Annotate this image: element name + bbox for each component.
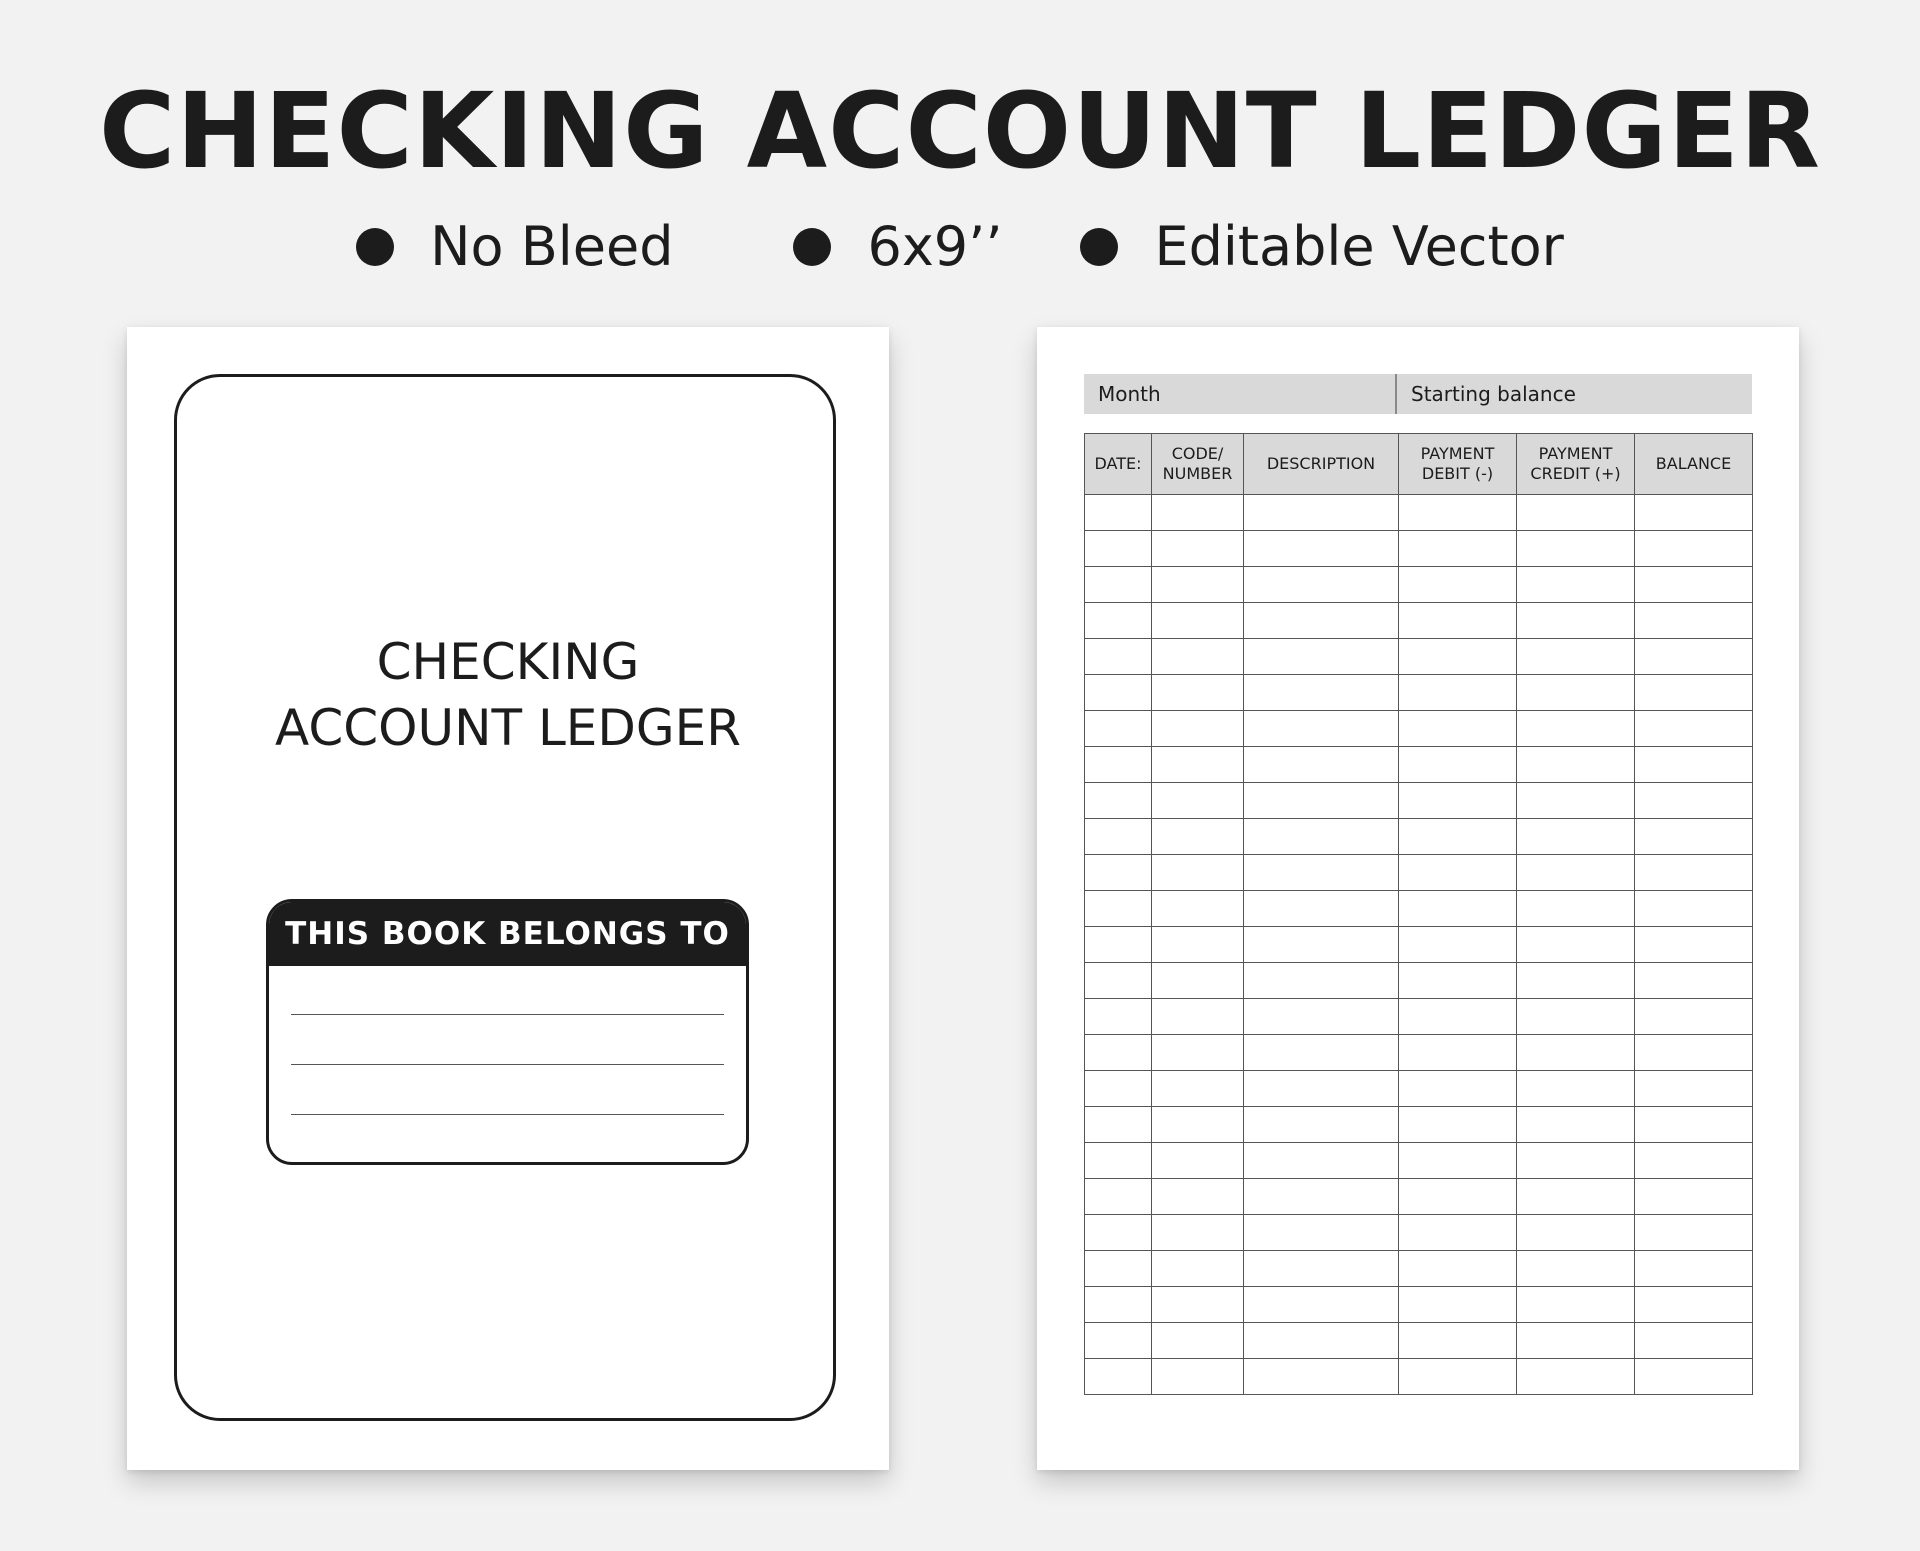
table-cell bbox=[1244, 891, 1399, 927]
table-cell bbox=[1635, 1215, 1753, 1251]
table-cell bbox=[1635, 567, 1753, 603]
table-cell bbox=[1635, 1107, 1753, 1143]
table-cell bbox=[1244, 1107, 1399, 1143]
table-cell bbox=[1635, 495, 1753, 531]
table-cell bbox=[1085, 891, 1152, 927]
table-cell bbox=[1517, 495, 1635, 531]
table-cell bbox=[1152, 603, 1244, 639]
table-cell bbox=[1085, 1287, 1152, 1323]
table-cell bbox=[1244, 747, 1399, 783]
table-cell bbox=[1085, 1071, 1152, 1107]
table-cell bbox=[1085, 1215, 1152, 1251]
table-row bbox=[1085, 711, 1753, 747]
table-row bbox=[1085, 999, 1753, 1035]
table-cell bbox=[1517, 567, 1635, 603]
table-cell bbox=[1085, 531, 1152, 567]
table-cell bbox=[1085, 1251, 1152, 1287]
table-row bbox=[1085, 567, 1753, 603]
table-cell bbox=[1399, 783, 1517, 819]
table-cell bbox=[1399, 1287, 1517, 1323]
table-row bbox=[1085, 855, 1753, 891]
table-cell bbox=[1399, 963, 1517, 999]
table-cell bbox=[1399, 1071, 1517, 1107]
feature-label: Editable Vector bbox=[1154, 215, 1564, 278]
starting-balance-field: Starting balance bbox=[1411, 382, 1576, 406]
table-row bbox=[1085, 1035, 1753, 1071]
table-cell bbox=[1517, 1215, 1635, 1251]
column-header: PAYMENT DEBIT (-) bbox=[1399, 434, 1517, 495]
table-cell bbox=[1244, 1035, 1399, 1071]
table-cell bbox=[1244, 1215, 1399, 1251]
table-cell bbox=[1517, 891, 1635, 927]
feature-label: 6x9’’ bbox=[867, 215, 1003, 278]
table-cell bbox=[1244, 819, 1399, 855]
table-row bbox=[1085, 675, 1753, 711]
ledger-summary-bar bbox=[1084, 374, 1752, 414]
table-cell bbox=[1517, 1287, 1635, 1323]
table-cell bbox=[1399, 1179, 1517, 1215]
column-header: DESCRIPTION bbox=[1244, 434, 1399, 495]
table-cell bbox=[1152, 567, 1244, 603]
feature-item bbox=[793, 212, 1002, 282]
cover-title bbox=[127, 629, 889, 761]
table-cell bbox=[1517, 1035, 1635, 1071]
table-cell bbox=[1399, 999, 1517, 1035]
table-cell bbox=[1399, 747, 1517, 783]
table-cell bbox=[1244, 675, 1399, 711]
table-cell bbox=[1244, 1251, 1399, 1287]
table-cell bbox=[1517, 747, 1635, 783]
table-cell bbox=[1399, 1323, 1517, 1359]
table-cell bbox=[1085, 675, 1152, 711]
table-cell bbox=[1517, 711, 1635, 747]
table-cell bbox=[1399, 1107, 1517, 1143]
table-cell bbox=[1517, 1143, 1635, 1179]
table-cell bbox=[1085, 783, 1152, 819]
table-cell bbox=[1635, 1179, 1753, 1215]
table-cell bbox=[1635, 531, 1753, 567]
table-cell bbox=[1399, 1035, 1517, 1071]
table-cell bbox=[1085, 999, 1152, 1035]
write-line bbox=[291, 1114, 724, 1115]
column-header: PAYMENT CREDIT (+) bbox=[1517, 434, 1635, 495]
table-cell bbox=[1244, 1323, 1399, 1359]
table-cell bbox=[1635, 999, 1753, 1035]
table-cell bbox=[1399, 567, 1517, 603]
table-row bbox=[1085, 495, 1753, 531]
table-cell bbox=[1152, 963, 1244, 999]
table-cell bbox=[1635, 1359, 1753, 1395]
table-cell bbox=[1244, 999, 1399, 1035]
feature-label: No Bleed bbox=[430, 215, 674, 278]
table-cell bbox=[1399, 855, 1517, 891]
table-cell bbox=[1517, 855, 1635, 891]
table-cell bbox=[1635, 855, 1753, 891]
table-row bbox=[1085, 819, 1753, 855]
page-title: CHECKING ACCOUNT LEDGER bbox=[99, 70, 1821, 192]
table-cell bbox=[1244, 855, 1399, 891]
table-cell bbox=[1635, 1287, 1753, 1323]
table-cell bbox=[1085, 1323, 1152, 1359]
table-cell bbox=[1244, 1359, 1399, 1395]
table-cell bbox=[1517, 1323, 1635, 1359]
feature-list bbox=[0, 212, 1920, 282]
table-cell bbox=[1152, 819, 1244, 855]
table-cell bbox=[1152, 1071, 1244, 1107]
table-row bbox=[1085, 1143, 1753, 1179]
table-cell bbox=[1152, 531, 1244, 567]
table-cell bbox=[1085, 495, 1152, 531]
table-cell bbox=[1152, 1287, 1244, 1323]
table-cell bbox=[1244, 495, 1399, 531]
table-cell bbox=[1152, 1215, 1244, 1251]
table-cell bbox=[1635, 819, 1753, 855]
table-cell bbox=[1399, 675, 1517, 711]
column-header: CODE/ NUMBER bbox=[1152, 434, 1244, 495]
write-line bbox=[291, 1064, 724, 1065]
table-row bbox=[1085, 891, 1753, 927]
table-cell bbox=[1399, 1143, 1517, 1179]
table-cell bbox=[1635, 1251, 1753, 1287]
table-cell bbox=[1399, 927, 1517, 963]
table-cell bbox=[1152, 1143, 1244, 1179]
table-cell bbox=[1399, 1251, 1517, 1287]
belongs-to-box bbox=[266, 899, 749, 1165]
table-cell bbox=[1399, 639, 1517, 675]
table-row bbox=[1085, 603, 1753, 639]
table-cell bbox=[1399, 495, 1517, 531]
table-cell bbox=[1399, 1215, 1517, 1251]
table-cell bbox=[1244, 1143, 1399, 1179]
table-cell bbox=[1152, 639, 1244, 675]
table-row bbox=[1085, 783, 1753, 819]
table-cell bbox=[1635, 1143, 1753, 1179]
table-cell bbox=[1244, 639, 1399, 675]
table-row bbox=[1085, 1107, 1753, 1143]
column-header: DATE: bbox=[1085, 434, 1152, 495]
table-cell bbox=[1244, 963, 1399, 999]
table-row bbox=[1085, 927, 1753, 963]
table-cell bbox=[1517, 999, 1635, 1035]
table-cell bbox=[1517, 927, 1635, 963]
table-cell bbox=[1152, 495, 1244, 531]
table-cell bbox=[1635, 747, 1753, 783]
table-row bbox=[1085, 1287, 1753, 1323]
table-cell bbox=[1244, 783, 1399, 819]
table-cell bbox=[1399, 531, 1517, 567]
table-cell bbox=[1085, 567, 1152, 603]
table-cell bbox=[1399, 891, 1517, 927]
write-line bbox=[291, 1014, 724, 1015]
cover-border bbox=[174, 374, 836, 1421]
table-cell bbox=[1085, 747, 1152, 783]
ledger-table bbox=[1084, 433, 1753, 1395]
table-cell bbox=[1244, 531, 1399, 567]
ledger-page bbox=[1037, 327, 1799, 1470]
table-cell bbox=[1517, 603, 1635, 639]
table-cell bbox=[1399, 603, 1517, 639]
table-cell bbox=[1244, 603, 1399, 639]
bullet-icon bbox=[356, 228, 394, 266]
table-cell bbox=[1152, 999, 1244, 1035]
table-cell bbox=[1517, 1071, 1635, 1107]
table-cell bbox=[1635, 963, 1753, 999]
table-cell bbox=[1085, 963, 1152, 999]
table-cell bbox=[1085, 855, 1152, 891]
table-cell bbox=[1517, 963, 1635, 999]
ledger-header-row bbox=[1085, 434, 1753, 495]
table-cell bbox=[1517, 819, 1635, 855]
table-cell bbox=[1635, 675, 1753, 711]
table-cell bbox=[1244, 927, 1399, 963]
table-cell bbox=[1152, 1251, 1244, 1287]
table-cell bbox=[1152, 675, 1244, 711]
table-cell bbox=[1085, 603, 1152, 639]
table-cell bbox=[1635, 891, 1753, 927]
table-cell bbox=[1085, 927, 1152, 963]
table-cell bbox=[1085, 1035, 1152, 1071]
table-row bbox=[1085, 1215, 1753, 1251]
table-row bbox=[1085, 531, 1753, 567]
table-cell bbox=[1152, 855, 1244, 891]
table-cell bbox=[1517, 1359, 1635, 1395]
belongs-to-label: THIS BOOK BELONGS TO bbox=[269, 902, 746, 966]
cover-title-line: ACCOUNT LEDGER bbox=[275, 699, 741, 757]
table-cell bbox=[1517, 675, 1635, 711]
table-cell bbox=[1152, 1179, 1244, 1215]
table-cell bbox=[1152, 891, 1244, 927]
table-cell bbox=[1152, 1107, 1244, 1143]
table-cell bbox=[1517, 1179, 1635, 1215]
cover-page bbox=[127, 327, 889, 1470]
table-row bbox=[1085, 639, 1753, 675]
table-cell bbox=[1635, 639, 1753, 675]
table-cell bbox=[1517, 639, 1635, 675]
table-row bbox=[1085, 1251, 1753, 1287]
table-cell bbox=[1085, 819, 1152, 855]
table-cell bbox=[1085, 1359, 1152, 1395]
table-cell bbox=[1517, 1107, 1635, 1143]
table-cell bbox=[1244, 1071, 1399, 1107]
table-cell bbox=[1244, 1179, 1399, 1215]
table-cell bbox=[1085, 1179, 1152, 1215]
table-cell bbox=[1635, 1035, 1753, 1071]
table-cell bbox=[1517, 531, 1635, 567]
bullet-icon bbox=[1080, 228, 1118, 266]
table-row bbox=[1085, 1179, 1753, 1215]
ledger-body bbox=[1085, 495, 1753, 1395]
table-cell bbox=[1085, 1143, 1152, 1179]
feature-item bbox=[356, 212, 673, 282]
table-cell bbox=[1152, 747, 1244, 783]
table-cell bbox=[1635, 927, 1753, 963]
table-cell bbox=[1085, 711, 1152, 747]
table-cell bbox=[1635, 603, 1753, 639]
table-cell bbox=[1399, 711, 1517, 747]
cover-title-line: CHECKING bbox=[376, 633, 640, 691]
table-cell bbox=[1399, 1359, 1517, 1395]
table-cell bbox=[1152, 1035, 1244, 1071]
table-cell bbox=[1152, 711, 1244, 747]
table-cell bbox=[1635, 1323, 1753, 1359]
table-cell bbox=[1517, 1251, 1635, 1287]
table-row bbox=[1085, 1359, 1753, 1395]
feature-item bbox=[1080, 212, 1563, 282]
table-row bbox=[1085, 1071, 1753, 1107]
table-cell bbox=[1152, 1359, 1244, 1395]
table-cell bbox=[1399, 819, 1517, 855]
table-cell bbox=[1244, 711, 1399, 747]
table-cell bbox=[1152, 1323, 1244, 1359]
table-cell bbox=[1635, 1071, 1753, 1107]
bullet-icon bbox=[793, 228, 831, 266]
table-cell bbox=[1244, 567, 1399, 603]
table-cell bbox=[1244, 1287, 1399, 1323]
table-cell bbox=[1152, 927, 1244, 963]
table-cell bbox=[1152, 783, 1244, 819]
table-cell bbox=[1635, 711, 1753, 747]
table-cell bbox=[1517, 783, 1635, 819]
table-row bbox=[1085, 1323, 1753, 1359]
column-header: BALANCE bbox=[1635, 434, 1753, 495]
table-cell bbox=[1635, 783, 1753, 819]
table-cell bbox=[1085, 1107, 1152, 1143]
table-row bbox=[1085, 747, 1753, 783]
month-field: Month bbox=[1084, 374, 1397, 414]
table-cell bbox=[1085, 639, 1152, 675]
table-row bbox=[1085, 963, 1753, 999]
